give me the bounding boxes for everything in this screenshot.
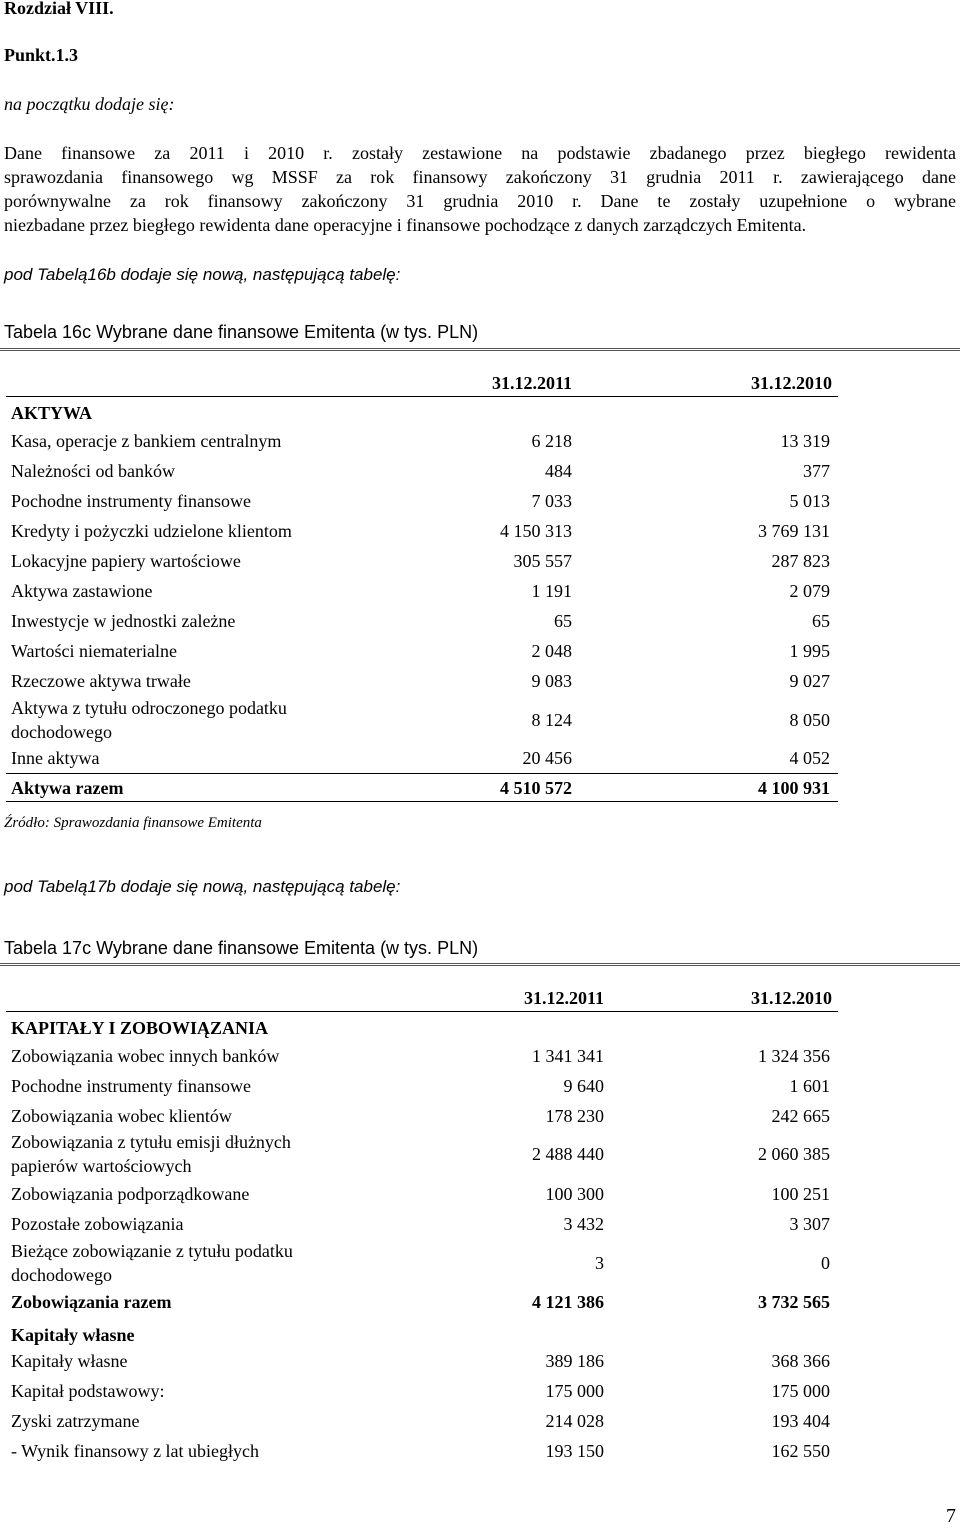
row-value-2011: 305 557 xyxy=(513,551,572,571)
row-value-2011: 6 218 xyxy=(531,431,572,451)
row-value-2011: 175 000 xyxy=(545,1381,604,1401)
row-label: Pozostałe zobowiązania xyxy=(11,1214,184,1234)
table17c-title: Tabela 17c Wybrane dane finansowe Emitenta (w tys. PLN) xyxy=(4,938,479,958)
row-value-2011: 193 150 xyxy=(545,1441,604,1461)
row-label: Kapitał podstawowy: xyxy=(11,1381,165,1401)
row-value-2011: 3 432 xyxy=(563,1214,604,1234)
table16c-note: pod Tabelą16b dodaje się nową, następującą tabelę: xyxy=(4,265,401,284)
row-value-2011: 178 230 xyxy=(545,1106,604,1126)
row-label: Aktywa razem xyxy=(11,778,124,798)
row-label: Rzeczowe aktywa trwałe xyxy=(11,671,191,691)
row-label-continued: dochodowego xyxy=(11,722,112,742)
table17c-note: pod Tabelą17b dodaje się nową, następującą tabelę: xyxy=(4,877,401,896)
paragraph-line: porównywalne za rok finansowy zakończony 31 grudnia 2010 r. Dane te zostały uzupełnione o wybrane xyxy=(4,191,956,211)
row-value-2010: 242 665 xyxy=(771,1106,830,1126)
row-label-continued: papierów wartościowych xyxy=(11,1156,192,1176)
row-value-2010: 13 319 xyxy=(780,431,830,451)
row-value-2010: 9 027 xyxy=(789,671,830,691)
paragraph-line: Dane finansowe za 2011 i 2010 r. zostały zestawione na podstawie zbadanego przez biegłego rewidenta xyxy=(4,143,956,163)
row-label: Należności od banków xyxy=(11,461,175,481)
row-value-2010: 193 404 xyxy=(771,1411,830,1431)
row-value-2010: 0 xyxy=(821,1253,830,1273)
intro-paragraph xyxy=(4,141,956,237)
row-value-2011: 1 341 341 xyxy=(532,1046,604,1066)
table16c-title: Tabela 16c Wybrane dane finansowe Emitenta (w tys. PLN) xyxy=(4,322,479,342)
row-label: Zobowiązania razem xyxy=(11,1292,172,1312)
table17c-section: KAPITAŁY I ZOBOWIĄZANIA xyxy=(11,1018,269,1038)
table16c-section: AKTYWA xyxy=(11,403,93,423)
row-value-2010: 1 601 xyxy=(789,1076,830,1096)
table16c-title-rule xyxy=(0,348,960,351)
row-value-2011: 9 083 xyxy=(531,671,572,691)
row-value-2011: 2 048 xyxy=(531,641,572,661)
row-label: Pochodne instrumenty finansowe xyxy=(11,491,251,511)
row-label: Lokacyjne papiery wartościowe xyxy=(11,551,241,571)
row-value-2010: 5 013 xyxy=(789,491,830,511)
row-value-2010: 368 366 xyxy=(771,1351,830,1371)
row-label: - Wynik finansowy z lat ubiegłych xyxy=(11,1441,260,1461)
row-value-2010: 377 xyxy=(803,461,830,481)
row-label: Zobowiązania wobec innych banków xyxy=(11,1046,280,1066)
page-number: 7 xyxy=(946,1505,956,1527)
intro-note: na początku dodaje się: xyxy=(4,94,175,114)
table16c-col-2010: 31.12.2010 xyxy=(751,373,832,393)
row-label: Aktywa z tytułu odroczonego podatku xyxy=(11,698,287,718)
row-value-2010: 2 060 385 xyxy=(758,1144,830,1164)
row-label: Pochodne instrumenty finansowe xyxy=(11,1076,251,1096)
row-label: Zyski zatrzymane xyxy=(11,1411,140,1431)
row-label: Kasa, operacje z bankiem centralnym xyxy=(11,431,282,451)
row-value-2011: 214 028 xyxy=(545,1411,604,1431)
row-value-2010: 4 100 931 xyxy=(758,778,830,798)
table16c-header-line xyxy=(6,396,838,397)
row-label: Wartości niematerialne xyxy=(11,641,177,661)
row-value-2011: 7 033 xyxy=(531,491,572,511)
row-value-2010: 8 050 xyxy=(789,710,830,730)
table17c-equity-section: Kapitały własne xyxy=(11,1325,135,1345)
row-value-2011: 9 640 xyxy=(563,1076,604,1096)
row-value-2011: 389 186 xyxy=(545,1351,604,1371)
table17c-header-line xyxy=(6,1011,838,1012)
row-label: Inwestycje w jednostki zależne xyxy=(11,611,236,631)
row-value-2010: 162 550 xyxy=(771,1441,830,1461)
table16c-source: Źródło: Sprawozdania finansowe Emitenta xyxy=(4,815,262,831)
row-value-2010: 3 769 131 xyxy=(758,521,830,541)
table16c-total-line-top xyxy=(6,773,838,774)
row-value-2010: 2 079 xyxy=(789,581,830,601)
row-value-2011: 100 300 xyxy=(545,1184,604,1204)
table16c-col-2011: 31.12.2011 xyxy=(491,373,572,393)
row-value-2010: 3 307 xyxy=(789,1214,830,1234)
paragraph-line: niezbadane przez biegłego rewidenta dane operacyjne i finansowe pochodzące z danych zarządczych Emitenta. xyxy=(4,215,807,235)
table17c-title-rule xyxy=(0,963,960,966)
paragraph-line: sprawozdania finansowego wg MSSF za rok finansowy zakończony 31 grudnia 2011 r. zawierającego dane xyxy=(4,167,956,187)
row-value-2011: 484 xyxy=(545,461,572,481)
row-label: Kredyty i pożyczki udzielone klientom xyxy=(11,521,292,541)
row-value-2011: 3 xyxy=(595,1253,604,1273)
row-value-2010: 3 732 565 xyxy=(758,1292,830,1312)
chapter-heading: Rozdział VIII. xyxy=(4,0,114,18)
row-value-2010: 100 251 xyxy=(771,1184,830,1204)
row-value-2011: 4 510 572 xyxy=(500,778,572,798)
row-label: Zobowiązania podporządkowane xyxy=(11,1184,250,1204)
table16c-total-line-bottom xyxy=(6,801,838,802)
row-label: Aktywa zastawione xyxy=(11,581,153,601)
row-value-2011: 20 456 xyxy=(522,748,572,768)
row-label: Kapitały własne xyxy=(11,1351,128,1371)
point-heading: Punkt.1.3 xyxy=(4,45,79,65)
row-label: Inne aktywa xyxy=(11,748,100,768)
row-value-2010: 65 xyxy=(812,611,830,631)
row-label: Zobowiązania wobec klientów xyxy=(11,1106,232,1126)
row-label-continued: dochodowego xyxy=(11,1265,112,1285)
row-value-2011: 8 124 xyxy=(531,710,572,730)
row-value-2010: 287 823 xyxy=(771,551,830,571)
row-value-2010: 1 995 xyxy=(789,641,830,661)
row-value-2010: 1 324 356 xyxy=(758,1046,830,1066)
row-value-2010: 4 052 xyxy=(789,748,830,768)
row-value-2011: 2 488 440 xyxy=(532,1144,604,1164)
row-label: Zobowiązania z tytułu emisji dłużnych xyxy=(11,1132,291,1152)
row-value-2010: 175 000 xyxy=(771,1381,830,1401)
row-value-2011: 1 191 xyxy=(531,581,572,601)
row-value-2011: 65 xyxy=(554,611,572,631)
table17c-col-2011: 31.12.2011 xyxy=(523,988,604,1008)
row-value-2011: 4 150 313 xyxy=(500,521,572,541)
row-value-2011: 4 121 386 xyxy=(532,1292,604,1312)
table17c-col-2010: 31.12.2010 xyxy=(751,988,832,1008)
row-label: Bieżące zobowiązanie z tytułu podatku xyxy=(11,1241,293,1261)
